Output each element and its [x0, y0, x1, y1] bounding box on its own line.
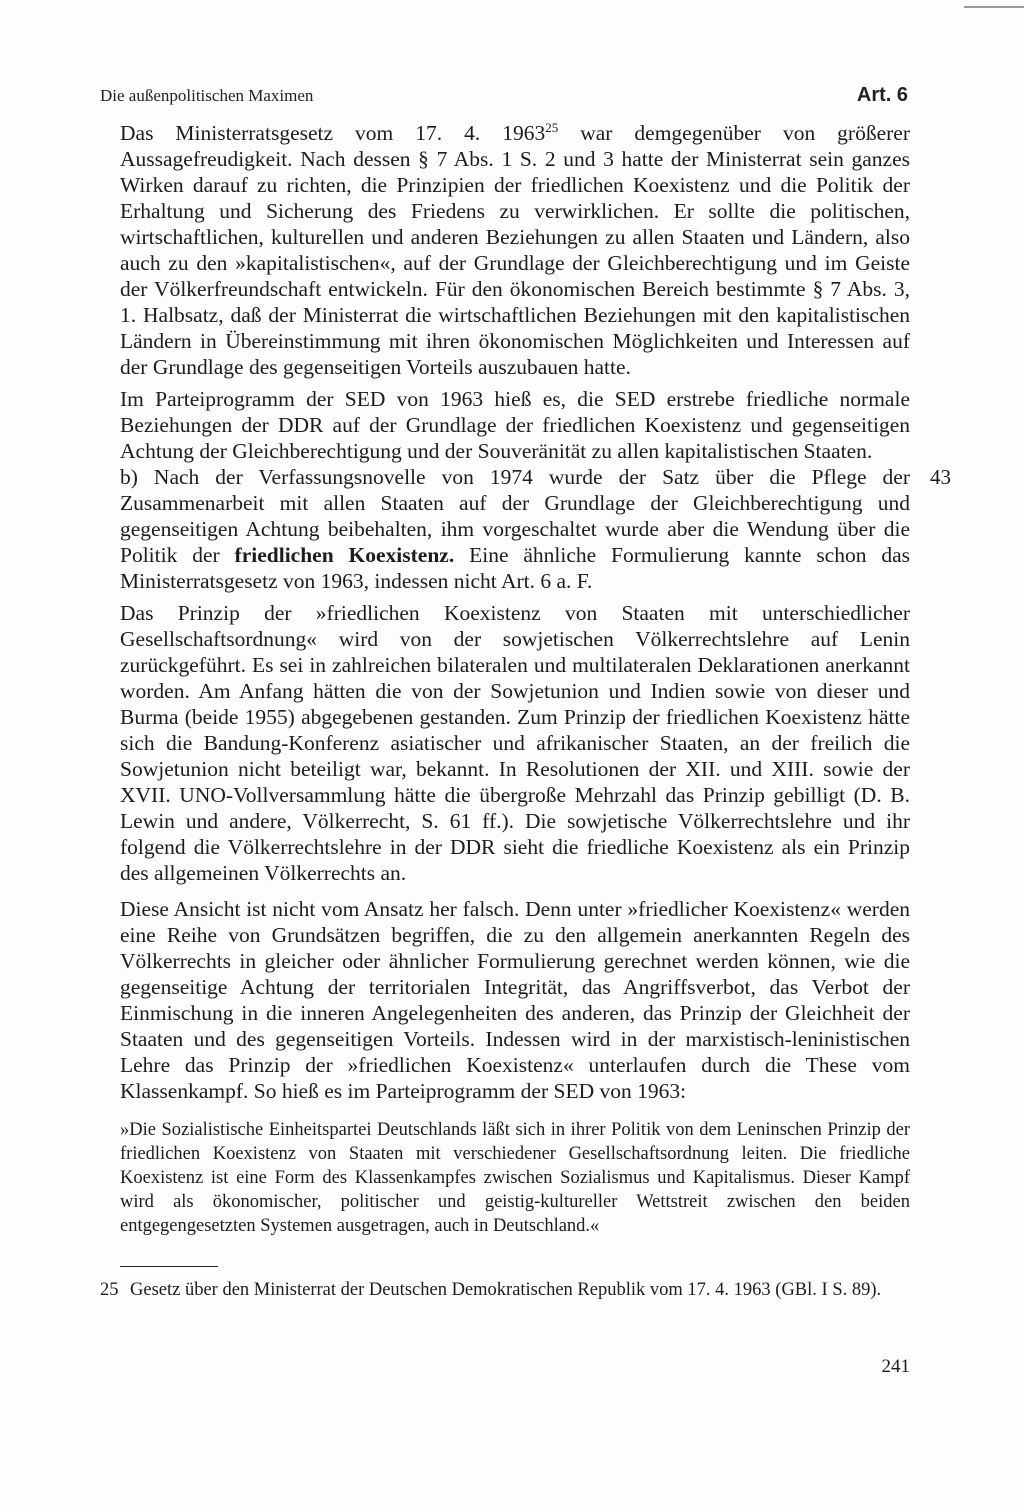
paragraph-3: [120, 464, 910, 594]
top-edge-rule: [964, 6, 1024, 8]
paragraph-4: Das Prinzip der »friedlichen Koexistenz von Staaten mit unterschiedlicher Gesellschaftsordnung« wird von der sowjetischen Völkerrechtslehre auf Lenin zurückgeführt. Es sei in zahlreichen bilateralen und multilateralen Deklarationen anerkannt worden. Am Anfang hätten die von der Sowjetunion und Indien sowie von dieser und Burma (beide 1955) abgegebenen gestanden. Zum Prinzip der friedlichen Koexistenz hätte sich die Bandung-Konferenz asiatischer und afrikanischer Staaten, an der freilich die Sowjetunion nicht beteiligt war, bekannt. In Resolutionen der XII. und XIII. sowie der XVII. UNO-Vollversammlung hätte die übergroße Mehrzahl das Prinzip gebilligt (D. B. Lewin und andere, Völkerrecht, S. 61 ff.). Die sowjetische Völkerrechtslehre und ihr folgend die Völkerrechtslehre in der DDR sieht die friedliche Koexistenz als ein Prinzip des allgemeinen Völkerrechts an.: [120, 601, 910, 885]
quote-text: »Die Sozialistische Einheitspartei Deutschlands läßt sich in ihrer Politik von dem Leninschen Prinzip der friedlichen Koexistenz von Staaten mit verschiedener Gesellschaftsordnung leiten. Die friedliche Koexistenz ist eine Form des Klassenkampfes zwischen Sozialismus und Kapitalismus. Dieser Kampf wird als ökonomischer, politischer und geistig-kultureller Wettstreit zwischen den beiden entgegengesetzten Systemen ausgetragen, auch in Deutschland.«: [120, 1120, 910, 1236]
paragraph-2: Im Parteiprogramm der SED von 1963 hieß es, die SED erstrebe friedliche normale Beziehungen der DDR auf der Grundlage der friedlichen Koexistenz und gegenseitigen Achtung der Gleichberechtigung und der Souveränität zu allen kapitalistischen Staaten.: [120, 387, 910, 463]
page-number: 241: [881, 1356, 910, 1377]
paragraph-5: Diese Ansicht ist nicht vom Ansatz her falsch. Denn unter »friedlicher Koexistenz« werden eine Reihe von Grundsätzen begriffen, die zu den allgemein anerkannten Regeln des Völkerrechts in gleicher oder ähnlicher Formulierung gerechnet werden können, wie die gegenseitige Achtung der territorialen Integrität, das Angriffsverbot, das Verbot der Einmischung in die inneren Angelegenheiten des anderen, das Prinzip der Gleichheit der Staaten und des gegenseitigen Vorteils. Indessen wird in der marxistisch-leninistischen Lehre das Prinzip der »friedlichen Koexistenz« unterlaufen durch die These vom Klassenkampf. So hieß es im Parteiprogramm der SED von 1963:: [120, 897, 910, 1103]
margin-number: 43: [930, 465, 951, 489]
footnote: [100, 1278, 910, 1302]
block-quote: [120, 1118, 910, 1238]
running-head: [100, 84, 908, 108]
footnote-divider: [120, 1266, 218, 1267]
article-label: Art. 6: [856, 84, 908, 106]
paragraph-3-rest: Eine ähnliche Formulierung kannte schon das Ministerratsgesetz von 1963, indessen nicht Art. 6 a. F.: [120, 543, 910, 593]
paragraph-3-start: b) Nach der Verfassungsnovelle von 1974 wurde der Satz über die Pflege der Zusammenarbeit mit allen Staaten auf der Grundlage der Gleichberechtigung und gegenseitigen Achtung beibehalten, ihm vorgeschaltet wurde aber die Wendung über die Politik der: [120, 465, 910, 567]
footnote-text: Gesetz über den Ministerrat der Deutschen Demokratischen Republik vom 17. 4. 1963 (GBl. I S. 89).: [130, 1280, 882, 1300]
running-title: Die außenpolitischen Maximen: [100, 86, 314, 105]
paragraph-3-block: [120, 464, 951, 594]
paragraph-1-start: Das Ministerratsgesetz vom 17. 4. 1963: [120, 121, 546, 145]
footnote-ref-25[interactable]: 25: [545, 120, 559, 135]
paragraph-1: [120, 120, 910, 380]
paragraph-1-rest: war demgegenüber von größerer Aussagefreudigkeit. Nach dessen § 7 Abs. 1 S. 2 und 3 hatte der Ministerrat sein ganzes Wirken darauf zu richten, die Prinzipien der friedlichen Koexistenz und die Politik der Erhaltung und Sicherung des Friedens zu verwirklichen. Er sollte die politischen, wirtschaftlichen, kulturellen und anderen Beziehungen zu allen Staaten und Ländern, also auch zu den »kapitalistischen«, auf der Grundlage der Gleichberechtigung und im Geiste der Völkerfreundschaft entwickeln. Für den ökonomischen Bereich bestimmte § 7 Abs. 3, 1. Halbsatz, daß der Ministerrat die wirtschaftlichen Beziehungen mit den kapitalistischen Ländern in Übereinstimmung mit ihren ökonomischen Möglichkeiten und Interessen auf der Grundlage des gegenseitigen Vorteils auszubauen hatte.: [120, 121, 910, 379]
emphasized-term: friedlichen Koexistenz.: [234, 543, 455, 567]
footnote-number: 25: [100, 1280, 119, 1300]
main-text: [120, 120, 951, 1238]
